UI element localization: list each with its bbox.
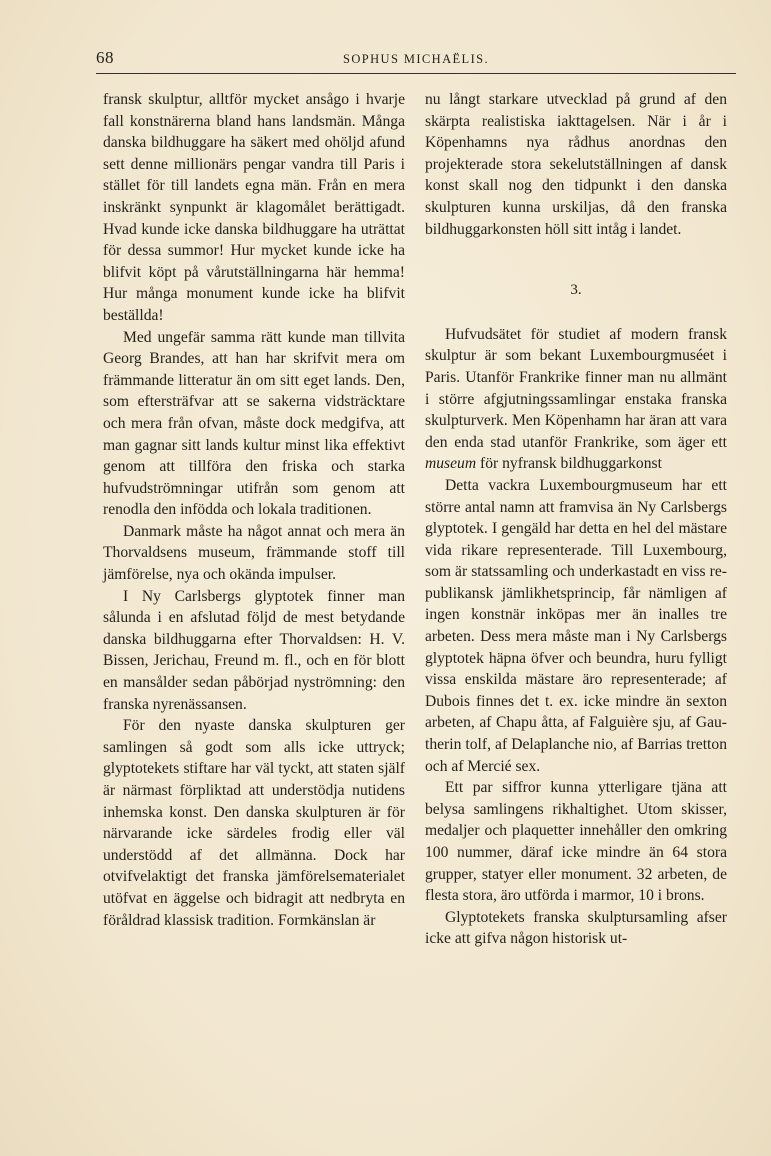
paragraph: Ett par siffror kunna ytterligare tjäna att belysa samlingens rikhaltighet. Utom skisser, medaljer och plaquetter innehåller den omkring 100 nummer, däraf icke mindre än 64 stora grupper, statyer eller monument. 32 arbeten, de flesta stora, äro utförda i marmor, 10 i brons. [425,779,727,905]
paragraph [425,324,727,475]
paragraph-text: för nyfransk bildhuggarkonst [480,455,662,473]
paragraph: Detta vackra Luxembourgmuseum har ett större antal namn att framvisa än Ny Carlsbergs glyptotek. I gengäld har detta en hel del mästare vida rikare representerade. Till Luxembourg, som är statssamling och underkastadt en viss republikansk jämlikhetsprincip, får nämligen af ingen konstnär inköpas mer än inalles tre arbeten. Dess mera måste man i Ny Carlsbergs glyptotek häpna öfver och beundra, huru fylligt vissa enskilda mästare äro representerade; af Dubois finnes det t. ex. icke mindre än sexton arbeten, af Chapu åtta, af Falguière sju, af Gautherin tolf, af Delaplanche nio, af Barrias tretton och af Mercié sex. [425,476,727,775]
paragraph: Glyptotekets franska skulptursamling afser icke att gifva någon historisk ut- [425,908,727,948]
left-column [103,89,405,931]
italic-word: museum [425,455,477,473]
paragraph: Med ungefär samma rätt kunde man tillvita Georg Brandes, att han har skrifvit mera om främmande litteratur än om sitt eget lands. Den, som eftersträfvar att se sakerna vidsträcktare och mera från ofvan, måste dock medgifva, att man gagnar sitt lands kultur minst lika effektivt genom att tillföra den friska och starka hufvudströmningar utifrån som genom att renodla den infödda och lokala traditionen. [103,328,405,519]
page-header [96,44,736,74]
right-column [425,89,727,950]
paragraph: fransk skulptur, alltför mycket ansågo i hvarje fall konstnärerna bland hans landsmän. Många danska bildhuggare ha säkert med ohöljd afund sett denne millionärs pengar vandra till Paris i stället för till landets egna män. Från en mera inskränkt synpunkt är klagomålet berättigadt. Hvad kunde icke danska bildhuggare ha uträttat för dessa summor! Hur mycket kunde icke ha blifvit köpt på vårutställningarna här hemma! Hur många monument kunde icke ha blifvit beställda! [103,91,405,324]
header-rule [96,73,736,74]
paragraph-text: Hufvudsätet för studiet af modern fransk skulptur är som bekant Luxembourgmuséet i Paris. Utanför Frankrike finner man nu allmänt i större afgjutningssamlingar enstaka franska skulpturverk. Men Köpenhamn har äran att vara den enda stad utanför Frankrike, som äger ett [425,325,727,451]
paragraph: Danmark måste ha något annat och mera än Thorvaldsens museum, främmande stoff till jämförelse, nya och okända impulser. [103,522,405,584]
paragraph: nu långt starkare utvecklad på grund af den skärpta realistiska iakttagelsen. När i år i Köpenhamns nya rådhus anordnas den projekterade stora sekelutställningen af dansk konst skall nog den tidpunkt i den danska skulpturen kunna urskiljas, då den franska bildhuggarkonsten höll sitt intåg i landet. [425,91,727,238]
paragraph: För den nyaste danska skulpturen ger samlingen så godt som alls icke uttryck; glyptotekets stiftare har väl tyckt, att staten själf är närmast förpliktad att understödja nutidens inhemska konst. Den danska skulpturen är för närvarande icke särdeles frodig eller väl understödd af det allmänna. Dock har otvifvelaktigt det franska jämförelsematerialet utöfvat en äggelse och bidragit att nedbryta en föråldrad klassisk tradition. Formkänslan är [103,717,405,929]
section-number: 3. [570,282,582,299]
paragraph: I Ny Carlsbergs glyptotek finner man sålunda i en afslutad följd de mest betydande danska bildhuggarna efter Thorvaldsen: H. V. Bissen, Jerichau, Freund m. fl., och en för blott en mansålder sedan påbörjad nyströmning: den franska nyrenässansen. [103,587,405,713]
running-head: SOPHUS MICHAËLIS. [342,52,490,66]
page-number: 68 [96,48,114,67]
